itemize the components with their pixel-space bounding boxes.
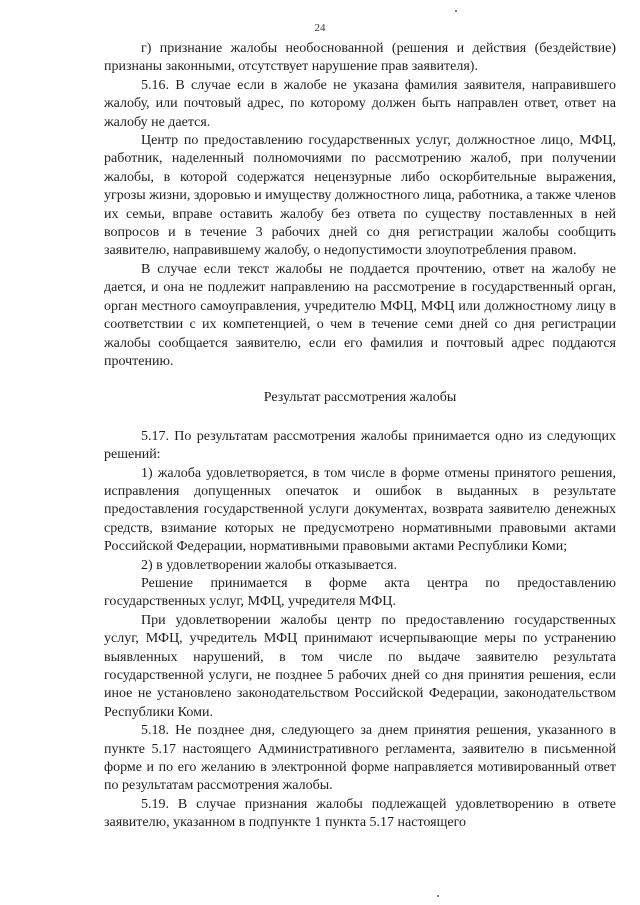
paragraph: Решение принимается в форме акта центра по предоставлению государственных услуг, МФЦ, учредителя МФЦ. bbox=[104, 575, 616, 610]
paragraph: 5.18. Не позднее дня, следующего за днем принятия решения, указанного в пункте 5.17 настоящего Административного регламента, заявителю в письменной форме и по его желанию в электронной форме направляется мотивированный ответ по результатам рассмотрения жалобы. bbox=[104, 723, 616, 794]
paragraph: Центр по предоставлению государственных услуг, должностное лицо, МФЦ, работник, наделенный полномочиями по рассмотрению жалоб, при получении жалобы, в которой содержатся нецензурные либо оскорбительные выражения, угрозы жизни, здоровью и имуществу должностного лица, работника, а также членов их семьи, вправе оставить жалобу без ответа по существу поставленных в ней вопросов и в течение 3 рабочих дней со дня регистрации жалобы сообщить заявителю, направившему жалобу, о недопустимости злоупотребления правом. bbox=[104, 133, 616, 259]
document-body bbox=[104, 40, 616, 833]
section-heading: Результат рассмотрения жалобы bbox=[263, 390, 457, 406]
list-item: 2) в удовлетворении жалобы отказывается. bbox=[141, 557, 397, 573]
paragraph: При удовлетворении жалобы центр по предоставлению государственных услуг, МФЦ, учредитель МФЦ принимают исчерпывающие меры по устранению выявленных нарушений, в том числе по выдаче заявителю результата государственной услуги, не позднее 5 рабочих дней со дня принятия решения, если иное не установлено законодательством Российской Федерации, законодательством Республики Коми. bbox=[104, 612, 616, 720]
paragraph: В случае если текст жалобы не поддается прочтению, ответ на жалобу не дается, и она не подлежит направлению на рассмотрение в государственный орган, орган местного самоуправления, учредителю МФЦ, МФЦ или должностному лицу в соответствии с их компетенцией, о чем в течение семи дней со дня регистрации жалобы сообщается заявителю, если его фамилия и почтовый адрес поддаются прочтению. bbox=[104, 261, 616, 369]
scan-speck bbox=[455, 10, 457, 12]
paragraph: 5.19. В случае признания жалобы подлежащей удовлетворению в ответе заявителю, указанном в подпункте 1 пункта 5.17 настоящего bbox=[104, 796, 616, 831]
scan-speck bbox=[437, 895, 439, 897]
list-item: 1) жалоба удовлетворяется, в том числе в форме отмены принятого решения, исправления допущенных опечаток и ошибок в выданных в результате предоставления государственной услуги документах, возврата заявителю денежных средств, взимание которых не предусмотрено нормативными правовыми актами Российской Федерации, нормативными правовыми актами Республики Коми; bbox=[104, 465, 616, 555]
paragraph: г) признание жалобы необоснованной (решения и действия (бездействие) признаны законными, отсутствует нарушение прав заявителя). bbox=[104, 41, 616, 75]
paragraph: 5.16. В случае если в жалобе не указана фамилия заявителя, направившего жалобу, или почтовый адрес, по которому должен быть направлен ответ, ответ на жалобу не дается. bbox=[104, 77, 616, 130]
paragraph: 5.17. По результатам рассмотрения жалобы принимается одно из следующих решений: bbox=[104, 428, 616, 463]
page-number: 24 bbox=[314, 22, 326, 34]
